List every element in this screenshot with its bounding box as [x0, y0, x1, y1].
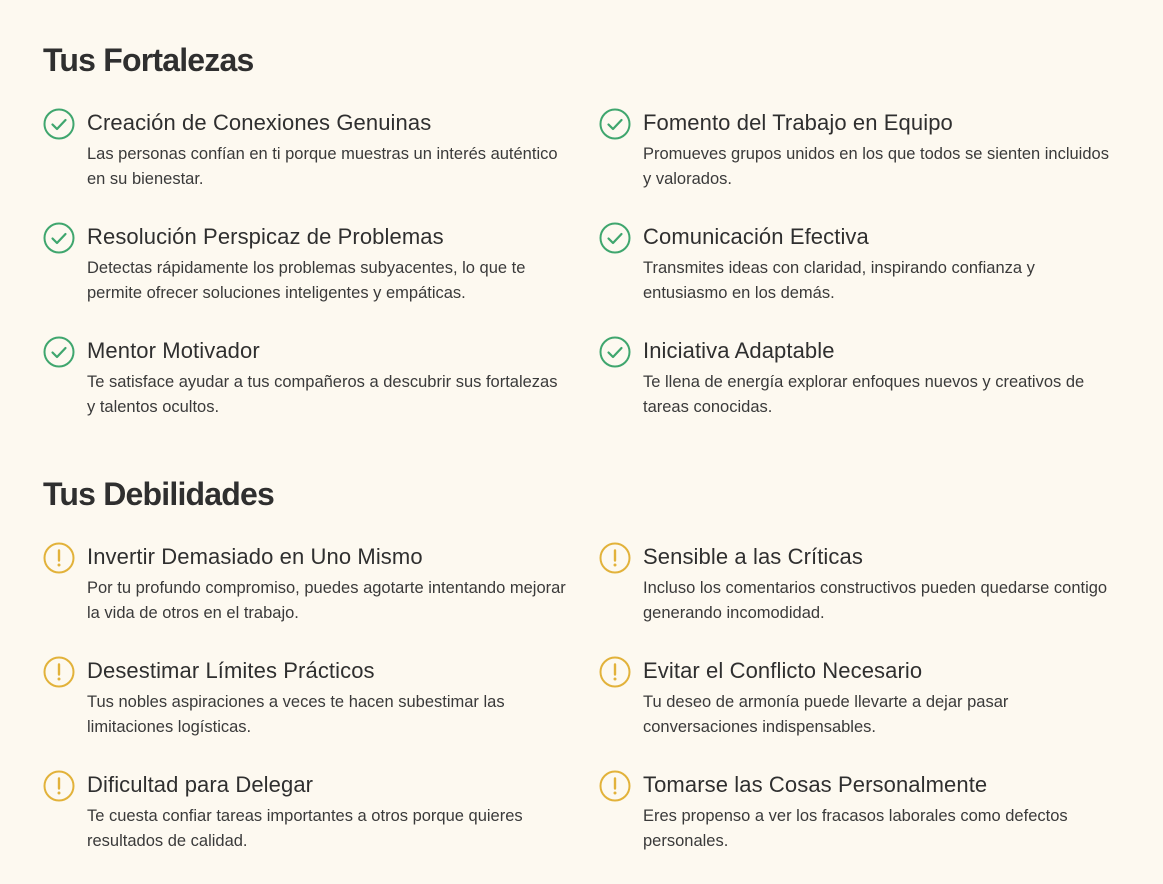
weakness-title: Sensible a las Críticas: [643, 544, 863, 569]
warning-circle-icon: [43, 770, 75, 802]
warning-circle-icon: [599, 770, 631, 802]
weakness-title: Tomarse las Cosas Personalmente: [643, 772, 988, 797]
strength-item: [599, 336, 1119, 450]
weakness-item: [599, 770, 1119, 884]
strength-description: Las personas confían en ti porque muestras un interés auténtico en su bienestar.: [87, 145, 558, 188]
weakness-text: [643, 770, 1119, 854]
strength-title: Resolución Perspicaz de Problemas: [87, 224, 444, 249]
strength-item: [43, 336, 599, 450]
check-circle-icon: [599, 222, 631, 254]
weakness-title: Evitar el Conflicto Necesario: [643, 658, 923, 683]
weakness-item: [599, 656, 1119, 770]
strength-text: [87, 108, 567, 192]
weakness-description: Incluso los comentarios constructivos pueden quedarse contigo generando incomodidad.: [643, 579, 1108, 622]
warning-circle-icon: [43, 542, 75, 574]
strength-item: [43, 108, 599, 222]
warning-circle-icon: [599, 542, 631, 574]
strength-description: Te llena de energía explorar enfoques nuevos y creativos de tareas conocidas.: [643, 373, 1085, 416]
strength-title: Iniciativa Adaptable: [643, 338, 835, 363]
check-circle-icon: [43, 222, 75, 254]
strength-item: [43, 222, 599, 336]
weaknesses-grid: [43, 542, 1133, 884]
weakness-description: Tu deseo de armonía puede llevarte a dejar pasar conversaciones indispensables.: [643, 693, 1009, 736]
strength-title: Comunicación Efectiva: [643, 224, 869, 249]
warning-circle-icon: [599, 656, 631, 688]
check-circle-icon: [599, 336, 631, 368]
strength-description: Te satisface ayudar a tus compañeros a descubrir sus fortalezas y talentos ocultos.: [87, 373, 558, 416]
weakness-text: [643, 656, 1119, 740]
strength-title: Mentor Motivador: [87, 338, 260, 363]
weakness-description: Por tu profundo compromiso, puedes agotarte intentando mejorar la vida de otros en el trabajo.: [87, 579, 566, 622]
weakness-title: Invertir Demasiado en Uno Mismo: [87, 544, 423, 569]
weakness-title: Desestimar Límites Prácticos: [87, 658, 375, 683]
check-circle-icon: [43, 336, 75, 368]
weakness-description: Tus nobles aspiraciones a veces te hacen subestimar las limitaciones logísticas.: [87, 693, 505, 736]
strength-text: [87, 222, 567, 306]
strength-item: [599, 222, 1119, 336]
weakness-item: [599, 542, 1119, 656]
weakness-item: [43, 542, 599, 656]
strengths-title: Tus Fortalezas: [43, 42, 254, 78]
strength-text: [643, 222, 1119, 306]
check-circle-icon: [43, 108, 75, 140]
strengths-grid: [43, 108, 1133, 450]
strength-description: Detectas rápidamente los problemas subyacentes, lo que te permite ofrecer soluciones inteligentes y empáticas.: [87, 259, 526, 302]
weakness-text: [87, 542, 567, 626]
check-circle-icon: [599, 108, 631, 140]
weakness-description: Te cuesta confiar tareas importantes a otros porque quieres resultados de calidad.: [87, 807, 523, 850]
weakness-text: [87, 656, 567, 740]
weakness-text: [87, 770, 567, 854]
strength-text: [643, 108, 1119, 192]
strength-title: Creación de Conexiones Genuinas: [87, 110, 432, 135]
strength-description: Transmites ideas con claridad, inspirando confianza y entusiasmo en los demás.: [643, 259, 1035, 302]
weaknesses-title: Tus Debilidades: [43, 476, 275, 512]
weakness-title: Dificultad para Delegar: [87, 772, 314, 797]
weakness-item: [43, 770, 599, 884]
weakness-item: [43, 656, 599, 770]
strength-description: Promueves grupos unidos en los que todos se sienten incluidos y valorados.: [643, 145, 1109, 188]
strength-text: [87, 336, 567, 420]
weaknesses-section: [43, 474, 1133, 884]
strength-text: [643, 336, 1119, 420]
strengths-section: [43, 40, 1133, 450]
strength-item: [599, 108, 1119, 222]
warning-circle-icon: [43, 656, 75, 688]
weakness-text: [643, 542, 1119, 626]
weakness-description: Eres propenso a ver los fracasos laborales como defectos personales.: [643, 807, 1068, 850]
strength-title: Fomento del Trabajo en Equipo: [643, 110, 953, 135]
